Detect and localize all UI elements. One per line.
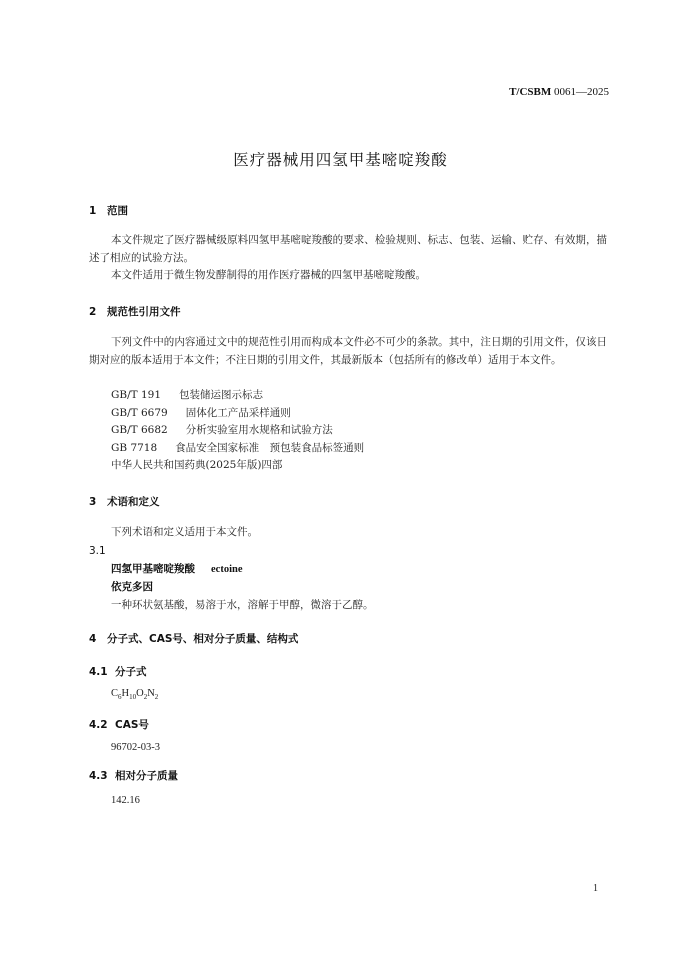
section-2-paragraph: 下列文件中的内容通过文中的规范性引用而构成本文件必不可少的条款。其中，注日期的引用文件，仅该日期对应的版本适用于本文件；不注日期的引用文件，其最新版本（包括所有的修改单）适用于本文件。 — [89, 336, 607, 366]
reference-item — [111, 405, 291, 420]
molecular-formula — [111, 688, 158, 701]
molecular-weight: 142.16 — [111, 795, 140, 806]
reference-title: 食品安全国家标准 预包装食品标签通则 — [175, 442, 365, 454]
subsection-4-1-heading — [89, 664, 147, 679]
reference-item — [111, 440, 364, 455]
subsection-4-3-heading — [89, 768, 178, 783]
section-number: 4 — [89, 633, 97, 645]
standard-number: 0061—2025 — [554, 86, 609, 98]
formula-subscript: 2 — [143, 693, 148, 702]
reference-title: 分析实验室用水规格和试验方法 — [185, 424, 333, 436]
reference-code: GB/T 6679 — [111, 407, 168, 419]
section-2-heading — [89, 304, 181, 319]
formula-element: N — [147, 688, 155, 699]
document-title: 医疗器械用四氢甲基嘧啶羧酸 — [233, 151, 448, 169]
term-chinese: 四氢甲基嘧啶羧酸 — [111, 563, 195, 575]
section-1-paragraph-1: 本文件规定了医疗器械级原料四氢甲基嘧啶羧酸的要求、检验规则、标志、包装、运输、贮存、有效期，描述了相应的试验方法。 — [89, 234, 607, 264]
cas-number: 96702-03-3 — [111, 742, 160, 753]
standard-code — [509, 86, 609, 98]
subsection-4-2-heading — [89, 717, 149, 732]
section-number: 3 — [89, 496, 97, 508]
section-title: 范围 — [107, 205, 128, 217]
term-alias: 依克多因 — [111, 581, 153, 593]
section-title: 规范性引用文件 — [107, 306, 181, 318]
subsection-number: 4.3 — [89, 770, 108, 782]
formula-subscript: 6 — [118, 693, 122, 702]
formula-element: H — [121, 688, 130, 699]
reference-title: 包装储运图示标志 — [179, 389, 264, 401]
reference-code: GB 7718 — [111, 442, 158, 454]
reference-code: GB/T 191 — [111, 389, 162, 401]
reference-code: 中华人民共和国药典(2025年版)四部 — [111, 459, 283, 471]
reference-code: GB/T 6682 — [111, 424, 168, 436]
section-number: 1 — [89, 205, 97, 217]
formula-subscript: 2 — [154, 693, 159, 702]
reference-title: 固体化工产品采样通则 — [185, 407, 291, 419]
formula-element: C — [111, 688, 119, 699]
standard-prefix: T/CSBM — [509, 86, 552, 98]
page-number: 1 — [593, 883, 598, 894]
reference-item — [111, 457, 282, 472]
subsection-title: 相对分子质量 — [115, 770, 178, 782]
section-title: 术语和定义 — [107, 496, 160, 508]
reference-item — [111, 387, 263, 402]
section-4-heading — [89, 631, 298, 646]
subsection-number: 4.1 — [89, 666, 108, 678]
section-title: 分子式、CAS号、相对分子质量、结构式 — [107, 633, 299, 645]
section-3-paragraph: 下列术语和定义适用于本文件。 — [111, 526, 258, 538]
term-definition: 一种环状氨基酸，易溶于水，溶解于甲醇，微溶于乙醇。 — [111, 599, 374, 611]
formula-subscript: 10 — [129, 693, 137, 702]
formula-element: O — [136, 688, 144, 699]
term-english: ectoine — [211, 564, 243, 575]
subsection-title: 分子式 — [115, 666, 147, 678]
subsection-title: CAS号 — [115, 719, 149, 731]
section-number: 2 — [89, 306, 97, 318]
section-1-paragraph-2: 本文件适用于微生物发酵制得的用作医疗器械的四氢甲基嘧啶羧酸。 — [111, 269, 426, 281]
reference-item — [111, 422, 333, 437]
term-entry — [111, 561, 243, 576]
subsection-number: 4.2 — [89, 719, 108, 731]
section-1-heading — [89, 203, 128, 218]
section-3-heading — [89, 494, 160, 509]
term-number: 3.1 — [89, 545, 106, 557]
